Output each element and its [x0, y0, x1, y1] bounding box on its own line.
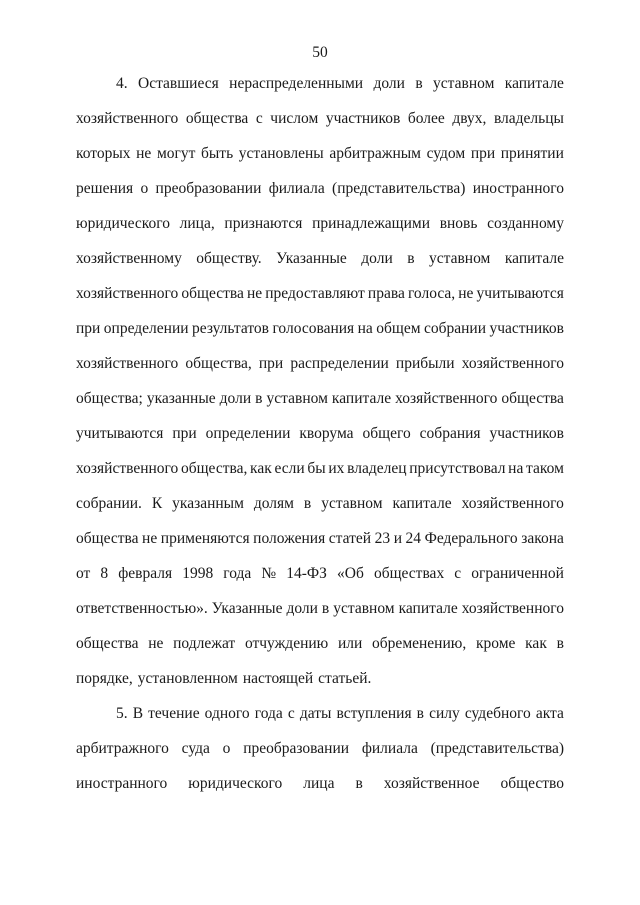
word: статей — [328, 530, 372, 547]
text-line — [76, 424, 564, 444]
word: общем — [376, 320, 421, 337]
word: обществу. — [196, 250, 262, 267]
word: кроме — [475, 635, 516, 652]
word: в — [556, 635, 564, 652]
word: суда — [181, 740, 210, 757]
text-line — [76, 599, 564, 619]
text-line — [76, 529, 564, 549]
word: уставном — [321, 495, 383, 512]
word: не — [246, 285, 263, 302]
word: 1998 — [182, 565, 214, 582]
word: владельцы — [493, 110, 564, 127]
word: голосования — [272, 320, 355, 337]
word: и — [393, 530, 402, 547]
text-line — [76, 319, 564, 339]
text-line — [76, 109, 564, 129]
word: установленном — [137, 670, 238, 687]
word: Федерального — [424, 530, 518, 547]
word: хозяйственного — [461, 355, 564, 372]
word: как — [525, 635, 547, 652]
word: статьей. — [318, 670, 372, 687]
word: (представительства) — [332, 180, 466, 197]
word: принадлежащими — [312, 215, 431, 232]
word: о — [222, 740, 231, 757]
word: 24 — [405, 530, 422, 547]
word: предоставляют — [265, 285, 365, 302]
word: 5. — [116, 705, 128, 722]
word: хозяйственного — [76, 355, 179, 372]
word: подлежат — [173, 635, 236, 652]
word: хозяйственного — [395, 390, 498, 407]
word: владелец — [347, 460, 407, 477]
word: арбитражного — [76, 740, 169, 757]
word: ограниченной — [471, 565, 564, 582]
word: как — [250, 460, 272, 477]
word: от — [76, 565, 91, 582]
word: ответственностью». — [76, 600, 208, 617]
word: долям — [253, 495, 294, 512]
word: результатов — [192, 320, 269, 337]
word: голоса, — [407, 285, 456, 302]
word: кворума — [299, 425, 354, 442]
word: хозяйственного — [76, 285, 179, 302]
word: общества — [185, 110, 249, 127]
word: общего — [362, 425, 411, 442]
word: принятии — [500, 145, 564, 162]
word: при — [470, 145, 496, 162]
text-line — [76, 634, 564, 654]
word: вступления — [336, 705, 412, 722]
word: хозяйственному — [76, 250, 182, 267]
word: филиала — [268, 180, 325, 197]
word: закона — [521, 530, 564, 547]
word: обременению, — [372, 635, 467, 652]
word: лица — [303, 775, 335, 792]
word: в — [407, 250, 415, 267]
word: судебного — [464, 705, 531, 722]
word: преобразовании — [243, 740, 350, 757]
word: капитале — [331, 390, 392, 407]
word: в — [321, 600, 330, 617]
word: бы — [307, 460, 326, 477]
word: февраля — [118, 565, 173, 582]
word: 4. — [116, 75, 128, 92]
word: Указанные — [276, 250, 347, 267]
word: № — [261, 565, 277, 582]
word: капитале — [392, 495, 452, 512]
word: установлены — [238, 145, 324, 162]
word: обществах — [373, 565, 445, 582]
word: хозяйственного — [461, 600, 564, 617]
word: двух, — [452, 110, 487, 127]
text-line — [116, 704, 564, 724]
word: могут — [156, 145, 196, 162]
word: собрании. — [76, 495, 142, 512]
word: даты — [299, 705, 332, 722]
word: на — [508, 460, 524, 477]
text-line — [76, 774, 564, 794]
word: В — [132, 705, 144, 722]
word: учитываются — [76, 425, 164, 442]
word: если — [274, 460, 305, 477]
text-line — [76, 144, 564, 164]
word: общества — [181, 285, 244, 302]
word: вновь — [439, 215, 478, 232]
word: в — [355, 775, 363, 792]
word: в — [416, 705, 424, 722]
word: таком — [526, 460, 564, 477]
word: хозяйственного — [76, 110, 179, 127]
word: уставном — [429, 250, 491, 267]
word: о — [140, 180, 149, 197]
word: прибыли — [395, 355, 455, 372]
word: иностранного — [76, 775, 168, 792]
word: Оставшиеся — [138, 75, 219, 92]
word: общества — [76, 530, 139, 547]
word: участников — [325, 110, 401, 127]
word: в — [303, 495, 312, 512]
word: капитале — [504, 250, 564, 267]
word: на — [357, 320, 373, 337]
word: участников — [489, 320, 564, 337]
word: юридического — [188, 775, 283, 792]
word: капитале — [398, 600, 458, 617]
word: К — [151, 495, 163, 512]
word: хозяйственного — [461, 495, 564, 512]
text-line — [76, 354, 564, 374]
word: порядке, — [76, 670, 133, 687]
word: хозяйственное — [383, 775, 480, 792]
word: с — [255, 110, 263, 127]
word: уставном — [433, 75, 495, 92]
word: определении — [103, 320, 189, 337]
text-line — [76, 739, 564, 759]
word: юридического — [76, 215, 170, 232]
word: капитале — [504, 75, 564, 92]
word: собрания — [419, 425, 481, 442]
word: которых — [76, 145, 131, 162]
word: общества, — [185, 355, 252, 372]
word: или — [337, 635, 363, 652]
word: созданному — [487, 215, 564, 232]
word: учитываются — [476, 285, 564, 302]
text-line — [76, 179, 564, 199]
word: (представительства) — [430, 740, 564, 757]
text-line — [76, 389, 564, 409]
word: при — [76, 320, 101, 337]
word: распределении — [290, 355, 389, 372]
word: указанным — [172, 495, 244, 512]
word: 14-ФЗ — [286, 565, 327, 582]
word: 23 — [374, 530, 391, 547]
word: при — [172, 425, 197, 442]
word: применяются — [160, 530, 250, 547]
word: настоящей — [242, 670, 314, 687]
word: года — [223, 565, 252, 582]
word: силу — [429, 705, 460, 722]
word: признаются — [224, 215, 303, 232]
word: определении — [205, 425, 291, 442]
page-number: 50 — [312, 44, 328, 61]
word: уставном — [266, 390, 328, 407]
word: 8 — [100, 565, 109, 582]
word: не — [458, 285, 474, 302]
word: в — [415, 75, 423, 92]
word: лица, — [179, 215, 215, 232]
word: более — [407, 110, 445, 127]
word: года — [254, 705, 283, 722]
word: доли — [219, 390, 252, 407]
word: хозяйственного — [76, 460, 179, 477]
word: общество — [500, 775, 564, 792]
word: не — [148, 635, 164, 652]
word: нераспределенными — [229, 75, 364, 92]
word: общества — [76, 635, 139, 652]
word: уставном — [333, 600, 395, 617]
text-line — [76, 249, 564, 269]
word: арбитражным — [329, 145, 421, 162]
word: числом — [270, 110, 319, 127]
word: участников — [489, 425, 564, 442]
word: филиала — [361, 740, 418, 757]
text-line — [76, 669, 564, 689]
word: общества — [501, 390, 564, 407]
word: с — [287, 705, 295, 722]
word: при — [258, 355, 284, 372]
word: судом — [426, 145, 466, 162]
word: присутствовал — [409, 460, 506, 477]
word: отчуждению — [244, 635, 329, 652]
word: решения — [76, 180, 134, 197]
word: с — [454, 565, 462, 582]
word: течение — [148, 705, 200, 722]
word: общества, — [180, 460, 248, 477]
word: доли — [286, 600, 318, 617]
word: собрании — [423, 320, 487, 337]
word: права — [367, 285, 405, 302]
word: акта — [535, 705, 564, 722]
word: «Об — [337, 565, 364, 582]
word: одного — [204, 705, 250, 722]
text-line — [116, 74, 564, 94]
text-line — [76, 214, 564, 234]
text-line — [76, 494, 564, 514]
word: доли — [361, 250, 393, 267]
text-line — [76, 284, 564, 304]
word: иностранного — [472, 180, 564, 197]
word: не — [142, 530, 158, 547]
word: в — [255, 390, 263, 407]
text-line — [76, 564, 564, 584]
word: общества; — [76, 390, 143, 407]
text-line — [76, 459, 564, 479]
word: преобразовании — [155, 180, 262, 197]
word: быть — [201, 145, 234, 162]
word: их — [328, 460, 345, 477]
word: положения — [253, 530, 326, 547]
word: Указанные — [211, 600, 283, 617]
word: указанные — [146, 390, 216, 407]
word: не — [136, 145, 152, 162]
word: доли — [373, 75, 405, 92]
